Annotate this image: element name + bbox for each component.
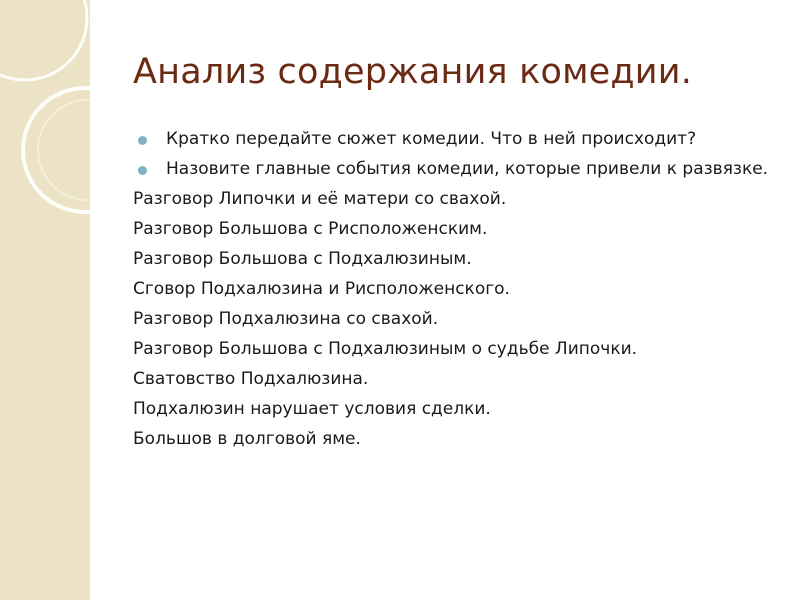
event-item: Разговор Большова с Рисположенским. [133,219,488,239]
slide-title: Анализ содержания комедии. [133,52,693,92]
bullet-dot-icon [138,136,147,145]
event-item: Разговор Большова с Подхалюзиным о судьбе Липочки. [133,339,638,359]
decorative-circle-middle [23,88,90,212]
decorative-circle-top [0,0,87,80]
bullet-dot-icon [138,166,147,175]
event-item: Сватовство Подхалюзина. [133,369,369,389]
event-item: Сговор Подхалюзина и Рисположенского. [133,279,510,299]
bullet-item [133,158,773,180]
bullet-text: Кратко передайте сюжет комедии. Что в ней происходит? [166,129,697,149]
bullet-list [133,128,773,180]
event-item: Разговор Подхалюзина со свахой. [133,309,439,329]
decorative-side-panel [0,0,90,600]
event-item: Подхалюзин нарушает условия сделки. [133,399,491,419]
event-item: Разговор Липочки и её матери со свахой. [133,189,507,209]
decorative-circles [0,0,90,600]
decorative-circle-inner [38,100,90,200]
event-item: Большов в долговой яме. [133,429,361,449]
slide-content [133,128,773,458]
bullet-item [133,128,773,150]
event-item: Разговор Большова с Подхалюзиным. [133,249,472,269]
bullet-text: Назовите главные события комедии, которые привели к развязке. [166,159,769,179]
event-list [133,188,773,450]
